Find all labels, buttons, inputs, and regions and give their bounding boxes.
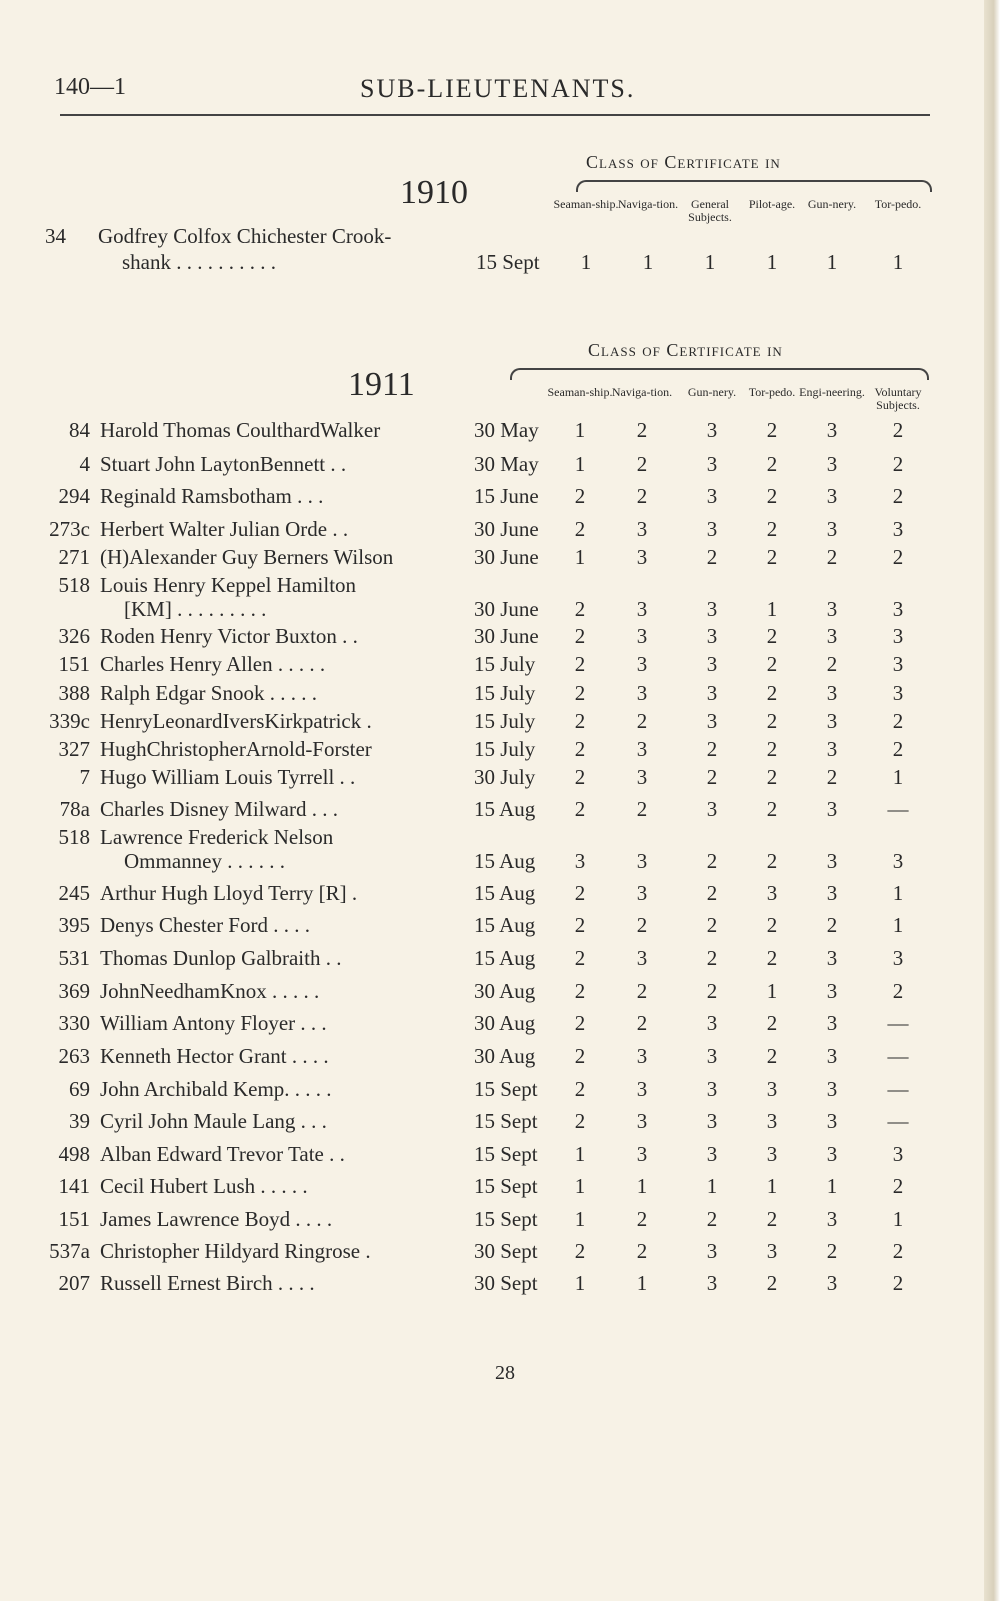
certificate-class: 3 [826,881,838,905]
row-number: 273c [49,517,90,541]
seniority-date: 15 Sept [474,1142,538,1166]
certificate-class: 3 [826,979,838,1003]
row-number: 245 [58,881,90,905]
certificate-class: 2 [892,1174,904,1198]
certificate-class: 3 [706,452,718,476]
officer-name: Thomas Dunlop Galbraith . . [100,946,342,970]
class-heading-1910: Class of Certificate in [586,152,781,172]
column-header: Gun-nery. [687,385,737,399]
certificate-class: 2 [636,1207,648,1231]
officer-name: HughChristopherArnold-Forster [100,737,372,761]
row-number: 537a [49,1239,90,1263]
seniority-date: 15 Sept [476,250,540,274]
certificate-class: 3 [636,624,648,648]
officer-name: Denys Chester Ford . . . . [100,913,310,937]
certificate-class: 3 [892,517,904,541]
seniority-date: 15 July [474,737,536,761]
certificate-class: 3 [706,1077,718,1101]
certificate-class: — [887,1077,909,1101]
column-header: Naviga-tion. [617,197,679,211]
row-number: 151 [58,652,90,676]
certificate-class: 1 [892,250,904,274]
certificate-class: 3 [636,652,648,676]
row-number: 271 [58,545,90,569]
certificate-class: — [887,797,909,821]
row-number: 39 [69,1109,90,1133]
row-number: 330 [58,1011,90,1035]
certificate-class: 3 [892,681,904,705]
certificate-class: 3 [574,849,586,873]
certificate-class: 3 [826,1109,838,1133]
page-edge [984,0,1000,1601]
row-number: 151 [58,1207,90,1231]
seniority-date: 30 June [474,597,539,621]
certificate-class: 2 [706,881,718,905]
certificate-class: 2 [892,1271,904,1295]
row-number: 498 [58,1142,90,1166]
certificate-class: 2 [574,652,586,676]
officer-name: Russell Ernest Birch . . . . [100,1271,315,1295]
certificate-class: 1 [574,1142,586,1166]
certificate-class: 2 [766,681,778,705]
certificate-class: 3 [706,797,718,821]
certificate-class: 3 [706,418,718,442]
seniority-date: 30 July [474,765,536,789]
certificate-class: 3 [826,624,838,648]
certificate-class: 2 [826,652,838,676]
row-number: 34 [45,224,66,248]
certificate-class: 3 [706,597,718,621]
certificate-class: 2 [706,737,718,761]
certificate-class: 2 [574,765,586,789]
seniority-date: 15 Aug [474,913,536,937]
officer-name: Cyril John Maule Lang . . . [100,1109,327,1133]
officer-name: Herbert Walter Julian Orde . . [100,517,349,541]
certificate-class: 3 [706,1011,718,1035]
certificate-class: 3 [706,1109,718,1133]
seniority-date: 15 Aug [474,797,536,821]
certificate-class: 1 [766,1174,778,1198]
certificate-class: 2 [574,881,586,905]
certificate-class: 2 [892,709,904,733]
certificate-class: 2 [766,737,778,761]
row-number: 339c [49,709,90,733]
certificate-class: 2 [826,1239,838,1263]
officer-name: Ralph Edgar Snook . . . . . [100,681,317,705]
seniority-date: 15 July [474,709,536,733]
certificate-class: 3 [636,1142,648,1166]
certificate-class: 2 [766,1044,778,1068]
certificate-class: 3 [892,652,904,676]
row-number: 327 [58,737,90,761]
row-number: 369 [58,979,90,1003]
page-title: SUB-LIEUTENANTS. [360,74,636,103]
certificate-class: 1 [766,597,778,621]
class-heading-1911: Class of Certificate in [588,340,783,360]
certificate-class: 1 [704,250,716,274]
row-number: 388 [58,681,90,705]
column-header: Pilot-age. [748,197,796,211]
certificate-class: 3 [636,946,648,970]
certificate-class: 2 [636,913,648,937]
seniority-date: 15 Sept [474,1077,538,1101]
certificate-class: 1 [892,913,904,937]
certificate-class: 2 [636,452,648,476]
certificate-class: 3 [826,849,838,873]
column-header: Seaman-ship. [547,385,613,399]
certificate-class: 2 [892,418,904,442]
certificate-class: 2 [574,1044,586,1068]
seniority-date: 15 Sept [474,1207,538,1231]
certificate-class: 2 [766,946,778,970]
certificate-class: 2 [766,849,778,873]
officer-name-cont: shank . . . . . . . . . . [122,250,276,274]
certificate-class: 3 [706,681,718,705]
seniority-date: 30 Aug [474,1044,536,1068]
officer-name: Charles Disney Milward . . . [100,797,338,821]
certificate-class: 3 [636,545,648,569]
certificate-class: 3 [706,1142,718,1166]
certificate-class: 2 [574,1239,586,1263]
certificate-class: 3 [826,946,838,970]
certificate-class: 2 [766,624,778,648]
certificate-class: 3 [826,1142,838,1166]
certificate-class: 2 [574,1077,586,1101]
certificate-class: 2 [892,979,904,1003]
certificate-class: 3 [636,737,648,761]
certificate-class: 3 [766,1239,778,1263]
row-number: 207 [58,1271,90,1295]
seniority-date: 15 June [474,484,539,508]
seniority-date: 30 May [474,452,539,476]
certificate-class: 1 [766,979,778,1003]
row-number: 263 [58,1044,90,1068]
certificate-class: 3 [826,1044,838,1068]
certificate-class: 3 [706,1239,718,1263]
officer-name: John Archibald Kemp. . . . . [100,1077,332,1101]
certificate-class: 3 [636,681,648,705]
officer-name: Alban Edward Trevor Tate . . [100,1142,345,1166]
certificate-class: 3 [826,1011,838,1035]
column-header: Engi-neering. [799,385,865,399]
certificate-class: 3 [636,597,648,621]
column-header: Tor-pedo. [748,385,796,399]
certificate-class: 3 [826,418,838,442]
certificate-class: 2 [574,597,586,621]
page-number: 140—1 [54,74,126,100]
certificate-class: 2 [706,545,718,569]
certificate-class: 2 [766,545,778,569]
certificate-class: 2 [574,946,586,970]
certificate-class: 2 [636,1011,648,1035]
certificate-class: 2 [636,1239,648,1263]
certificate-class: 2 [826,545,838,569]
certificate-class: 1 [574,1271,586,1295]
seniority-date: 15 Aug [474,946,536,970]
certificate-class: 2 [636,709,648,733]
certificate-class: 2 [574,517,586,541]
certificate-class: 2 [574,709,586,733]
certificate-class: 2 [574,1011,586,1035]
certificate-class: 2 [574,979,586,1003]
certificate-class: 2 [706,913,718,937]
officer-name: Lawrence Frederick Nelson [100,825,334,849]
certificate-class: 2 [766,765,778,789]
seniority-date: 30 Sept [474,1271,538,1295]
certificate-class: 2 [574,624,586,648]
certificate-class: 2 [766,418,778,442]
officer-name: James Lawrence Boyd . . . . [100,1207,333,1231]
officer-name: Kenneth Hector Grant . . . . [100,1044,329,1068]
certificate-class: 3 [636,765,648,789]
row-number: 518 [58,573,90,597]
header-rule [60,114,930,116]
row-number: 294 [58,484,90,508]
certificate-class: — [887,1044,909,1068]
seniority-date: 15 July [474,681,536,705]
certificate-class: 2 [706,1207,718,1231]
certificate-class: 3 [706,1044,718,1068]
certificate-class: 1 [574,545,586,569]
certificate-class: 2 [706,849,718,873]
certificate-class: 2 [636,979,648,1003]
officer-name: Roden Henry Victor Buxton . . [100,624,358,648]
column-header: General Subjects. [688,197,732,224]
certificate-class: 2 [636,797,648,821]
column-header: Naviga-tion. [611,385,673,399]
certificate-class: — [887,1011,909,1035]
seniority-date: 30 June [474,545,539,569]
certificate-class: 1 [574,418,586,442]
row-number: 84 [69,418,90,442]
certificate-class: 3 [766,1109,778,1133]
certificate-class: 2 [826,913,838,937]
certificate-class: 1 [574,452,586,476]
certificate-class: 3 [826,737,838,761]
certificate-class: 2 [826,765,838,789]
certificate-class: 3 [636,881,648,905]
seniority-date: 30 Sept [474,1239,538,1263]
certificate-class: 2 [706,946,718,970]
certificate-class: 3 [636,517,648,541]
certificate-class: 3 [766,881,778,905]
officer-name: Cecil Hubert Lush . . . . . [100,1174,308,1198]
certificate-class: 2 [574,797,586,821]
certificate-class: 1 [574,1174,586,1198]
certificate-class: 2 [766,1207,778,1231]
certificate-class: 3 [766,1077,778,1101]
row-number: 518 [58,825,90,849]
certificate-class: 1 [636,1271,648,1295]
certificate-class: 3 [892,624,904,648]
certificate-class: 3 [892,597,904,621]
certificate-class: 1 [580,250,592,274]
certificate-class: 3 [636,1044,648,1068]
certificate-class: 2 [574,737,586,761]
seniority-date: 30 June [474,624,539,648]
certificate-class: 2 [892,545,904,569]
seniority-date: 30 June [474,517,539,541]
certificate-class: 2 [706,765,718,789]
officer-name: Reginald Ramsbotham . . . [100,484,324,508]
officer-name: William Antony Floyer . . . [100,1011,327,1035]
certificate-class: 3 [826,681,838,705]
certificate-class: 2 [892,737,904,761]
certificate-class: 3 [706,484,718,508]
certificate-class: 1 [826,250,838,274]
officer-name: Godfrey Colfox Chichester Crook- [98,224,392,248]
certificate-class: 3 [706,652,718,676]
certificate-class: 3 [892,946,904,970]
officer-name: (H)Alexander Guy Berners Wilson [100,545,394,569]
certificate-class: 3 [826,1207,838,1231]
certificate-class: 3 [826,452,838,476]
certificate-class: 2 [766,1271,778,1295]
year-1911: 1911 [348,366,415,403]
officer-name: Arthur Hugh Lloyd Terry [R] . [100,881,358,905]
officer-name: Hugo William Louis Tyrrell . . [100,765,356,789]
certificate-class: 2 [766,913,778,937]
seniority-date: 30 Aug [474,1011,536,1035]
certificate-class: 2 [574,681,586,705]
seniority-date: 15 Aug [474,849,536,873]
officer-name: Christopher Hildyard Ringrose . [100,1239,371,1263]
certificate-class: 2 [892,484,904,508]
certificate-class: 2 [574,484,586,508]
certificate-class: 1 [826,1174,838,1198]
row-number: 4 [79,452,90,476]
certificate-class: 3 [706,624,718,648]
certificate-class: 1 [642,250,654,274]
certificate-class: 3 [636,849,648,873]
column-header: Tor-pedo. [874,197,922,211]
row-number: 326 [58,624,90,648]
certificate-class: 3 [892,1142,904,1166]
row-number: 7 [79,765,90,789]
certificate-class: 3 [826,517,838,541]
seniority-date: 30 May [474,418,539,442]
certificate-class: 1 [574,1207,586,1231]
officer-name-cont: [KM] . . . . . . . . . [124,597,267,621]
certificate-class: 2 [706,979,718,1003]
certificate-class: 2 [766,797,778,821]
row-number: 531 [58,946,90,970]
certificate-class: — [887,1109,909,1133]
certificate-class: 3 [826,709,838,733]
folio-number: 28 [495,1362,515,1384]
certificate-class: 2 [766,709,778,733]
certificate-class: 1 [636,1174,648,1198]
certificate-class: 3 [706,517,718,541]
year-1910: 1910 [400,174,468,211]
seniority-date: 15 Aug [474,881,536,905]
officer-name: Harold Thomas CoulthardWalker [100,418,381,442]
officer-name: JohnNeedhamKnox . . . . . [100,979,320,1003]
certificate-class: 1 [892,765,904,789]
certificate-class: 3 [766,1142,778,1166]
brace-1910 [576,180,932,192]
certificate-class: 2 [636,484,648,508]
brace-1911 [510,368,929,380]
column-header: Voluntary Subjects. [874,385,922,412]
certificate-class: 1 [892,1207,904,1231]
seniority-date: 15 Sept [474,1174,538,1198]
column-header: Gun-nery. [807,197,857,211]
certificate-class: 3 [706,709,718,733]
certificate-class: 3 [826,797,838,821]
row-number: 141 [58,1174,90,1198]
column-header: Seaman-ship. [553,197,619,211]
certificate-class: 2 [892,452,904,476]
certificate-class: 2 [766,484,778,508]
certificate-class: 1 [706,1174,718,1198]
officer-name: Louis Henry Keppel Hamilton [100,573,357,597]
certificate-class: 3 [826,597,838,621]
certificate-class: 3 [636,1109,648,1133]
certificate-class: 3 [826,484,838,508]
officer-name: HenryLeonardIversKirkpatrick . [100,709,372,733]
row-number: 78a [59,797,90,821]
certificate-class: 2 [766,452,778,476]
row-number: 395 [58,913,90,937]
row-number: 69 [69,1077,90,1101]
certificate-class: 2 [892,1239,904,1263]
certificate-class: 2 [766,517,778,541]
certificate-class: 3 [706,1271,718,1295]
certificate-class: 2 [574,1109,586,1133]
seniority-date: 15 July [474,652,536,676]
certificate-class: 3 [892,849,904,873]
certificate-class: 3 [826,1077,838,1101]
certificate-class: 2 [636,418,648,442]
certificate-class: 1 [766,250,778,274]
officer-name: Stuart John LaytonBennett . . [100,452,347,476]
officer-name-cont: Ommanney . . . . . . [124,849,285,873]
seniority-date: 15 Sept [474,1109,538,1133]
certificate-class: 1 [892,881,904,905]
certificate-class: 3 [636,1077,648,1101]
seniority-date: 30 Aug [474,979,536,1003]
certificate-class: 2 [574,913,586,937]
certificate-class: 2 [766,652,778,676]
certificate-class: 3 [826,1271,838,1295]
officer-name: Charles Henry Allen . . . . . [100,652,326,676]
certificate-class: 2 [766,1011,778,1035]
